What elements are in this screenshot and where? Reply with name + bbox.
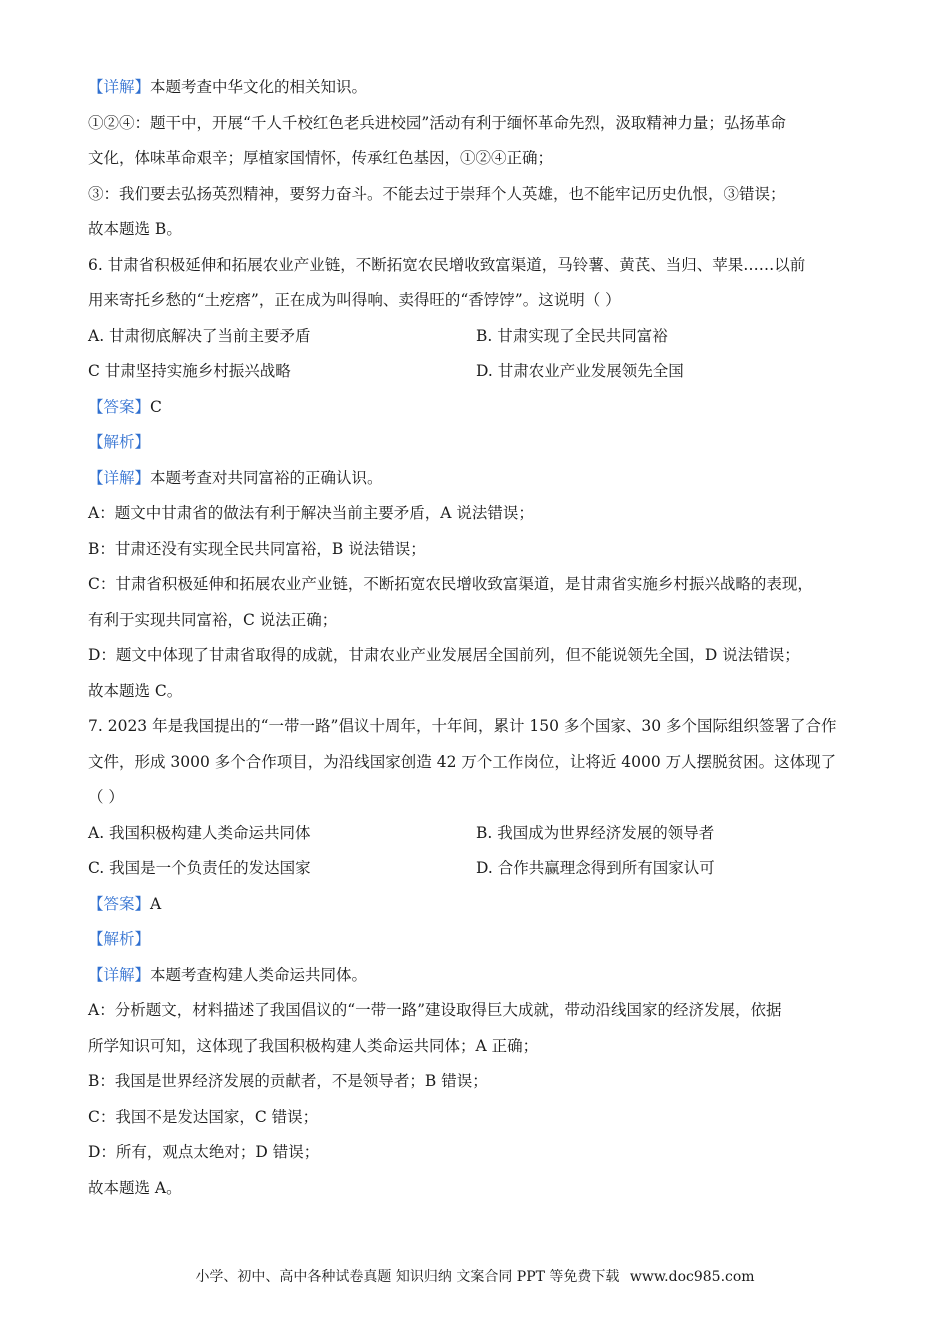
- page-footer: [0, 1266, 950, 1286]
- q6-line: C：甘肃省积极延伸和拓展农业产业链，不断拓宽农民增收致富渠道，是甘肃省实施乡村振兴战略的表现，: [88, 575, 813, 593]
- q7-answer: 【答案】A: [88, 894, 162, 913]
- q7-line: B：我国是世界经济发展的贡献者，不是领导者；B 错误；: [88, 1072, 488, 1090]
- answer-tag: 【答案】: [88, 397, 151, 416]
- q7-options-row: [88, 816, 868, 852]
- answer-tag: 【答案】: [88, 894, 151, 913]
- footer-text: 小学、初中、高中各种试卷真题 知识归纳 文案合同 PPT 等免费下载: [195, 1269, 620, 1285]
- q7-line: 所学知识可知，这体现了我国积极构建人类命运共同体；A 正确；: [88, 1036, 539, 1055]
- document-page: [88, 70, 868, 1206]
- q7-option-a: A. 我国积极构建人类命运共同体: [88, 823, 311, 842]
- q6-options-row: [88, 354, 868, 390]
- detail-tag: 【详解】: [88, 468, 151, 487]
- footer-url[interactable]: www.doc985.com: [629, 1269, 755, 1285]
- q6-detail: 【详解】本题考查对共同富裕的正确认识。: [88, 468, 383, 487]
- q6-line: 有利于实现共同富裕，C 说法正确；: [88, 610, 338, 629]
- q7-detail: 【详解】本题考查构建人类命运共同体。: [88, 965, 368, 984]
- q6-option-a: A. 甘肃彻底解决了当前主要矛盾: [88, 326, 311, 345]
- q6-stem: 6. 甘肃省积极延伸和拓展农业产业链，不断拓宽农民增收致富渠道，马铃薯、黄芪、当归、苹果……以前: [88, 255, 806, 274]
- q7-option-c: C. 我国是一个负责任的发达国家: [88, 859, 311, 877]
- q6-line: D：题文中体现了甘肃省取得的成就，甘肃农业产业发展居全国前列，但不能说领先全国，D 说法错误；: [88, 646, 800, 664]
- q7-stem: 文件，形成 3000 多个合作项目，为沿线国家创造 42 万个工作岗位，让将近 4000 万人摆脱贫困。这体现了: [88, 752, 837, 771]
- q6-stem: 用来寄托乡愁的“土疙瘩”，正在成为叫得响、卖得旺的“香饽饽”。这说明（ ）: [88, 291, 621, 309]
- q5-line: ③：我们要去弘扬英烈精神，要努力奋斗。不能去过于崇拜个人英雄，也不能牢记历史仇恨，③错误；: [88, 184, 786, 203]
- q7-option-b: B. 我国成为世界经济发展的领导者: [476, 823, 715, 842]
- q7-stem: 7. 2023 年是我国提出的“一带一路”倡议十周年，十年间，累计 150 多个国家、30 多个国际组织签署了合作: [88, 717, 837, 735]
- q7-stem: （ ）: [88, 788, 124, 806]
- q7-line: D：所有，观点太绝对；D 错误；: [88, 1143, 320, 1161]
- q7-options-row: [88, 851, 868, 887]
- q6-option-b: B. 甘肃实现了全民共同富裕: [476, 326, 668, 345]
- q7-conclusion: 故本题选 A。: [88, 1178, 182, 1197]
- q7-line: A：分析题文，材料描述了我国倡议的“一带一路”建设取得巨大成就，带动沿线国家的经济发展，依据: [88, 1001, 782, 1019]
- q6-answer: 【答案】C: [88, 397, 162, 416]
- q6-option-d: D. 甘肃农业产业发展领先全国: [476, 362, 684, 380]
- q5-line: ①②④：题干中，开展“千人千校红色老兵进校园”活动有利于缅怀革命先烈，汲取精神力量；弘扬革命: [88, 113, 786, 132]
- q5-detail: 【详解】本题考查中华文化的相关知识。: [88, 78, 368, 96]
- q6-conclusion: 故本题选 C。: [88, 681, 183, 700]
- q6-line: A：题文中甘肃省的做法有利于解决当前主要矛盾，A 说法错误；: [88, 504, 534, 522]
- q6-line: B：甘肃还没有实现全民共同富裕，B 说法错误；: [88, 539, 426, 558]
- q6-options-row: [88, 319, 868, 355]
- detail-tag: 【详解】: [88, 78, 151, 96]
- q5-line: 文化，体味革命艰辛；厚植家国情怀，传承红色基因，①②④正确；: [88, 149, 554, 167]
- q7-option-d: D. 合作共赢理念得到所有国家认可: [476, 859, 715, 877]
- detail-tag: 【详解】: [88, 965, 151, 984]
- q5-conclusion: 故本题选 B。: [88, 220, 182, 238]
- q6-analysis-tag: 【解析】: [88, 433, 151, 451]
- q7-analysis-tag: 【解析】: [88, 930, 151, 948]
- q7-line: C：我国不是发达国家，C 错误；: [88, 1107, 319, 1126]
- q6-option-c: C 甘肃坚持实施乡村振兴战略: [88, 362, 291, 380]
